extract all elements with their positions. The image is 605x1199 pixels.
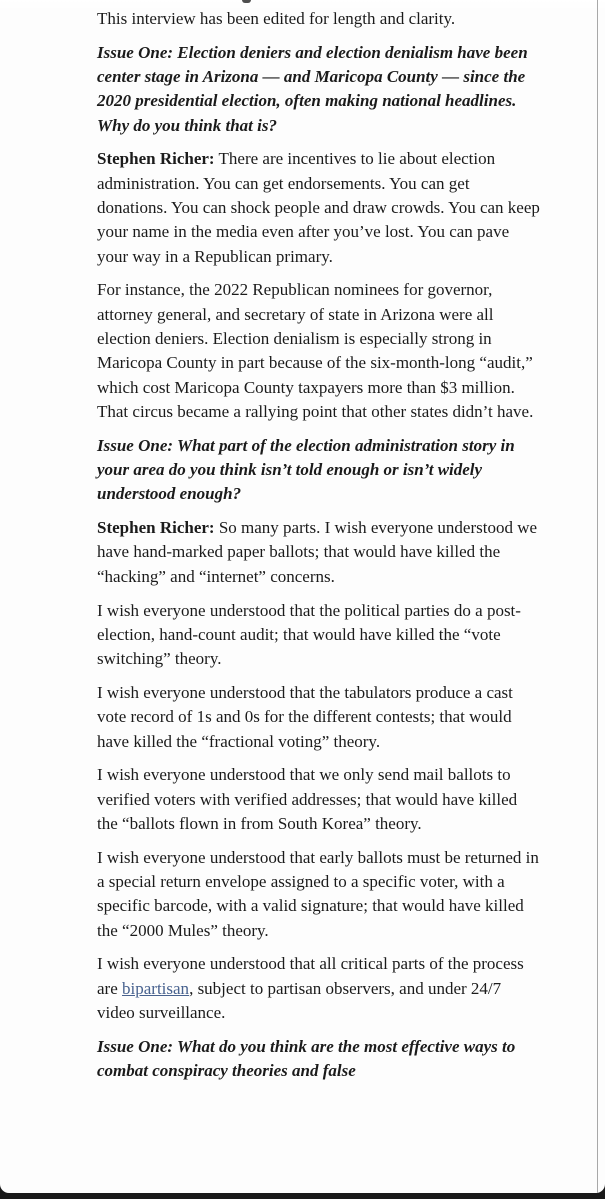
- interview-answer: [97, 516, 542, 589]
- interview-question: [97, 1035, 542, 1084]
- interview-answer: [97, 846, 542, 943]
- interview-answer: [97, 278, 542, 424]
- speaker-name: Stephen Richer:: [97, 518, 215, 538]
- interview-answer: [97, 147, 542, 268]
- text-segment: I wish everyone understood that early ballots must be returned in a special return envelope assigned to a specific voter, with a specific barcode, with a valid signature; that would have killed the “2000 Mules” theory.: [97, 847, 539, 940]
- text-segment: Issue One: What do you think are the most effective ways to combat conspiracy theories and false: [97, 1036, 516, 1081]
- text-segment: This interview has been edited for length and clarity.: [97, 9, 456, 28]
- text-segment: Issue One: Election deniers and election denialism have been center stage in Arizona — and Maricopa County — since the 2020 presidential election, often making national headlines. Why do you think that is?: [97, 42, 528, 135]
- speaker-name: Stephen Richer:: [97, 149, 215, 169]
- text-segment: , subject to partisan observers, and under 24/7 video surveillance.: [97, 978, 502, 1022]
- interview-answer: [97, 681, 542, 754]
- text-segment: For instance, the 2022 Republican nominees for governor, attorney general, and secretary of state in Arizona were all election deniers. Election denialism is especially strong in Maricopa County in part because of the six-month-long “audit,” which cost Maricopa County taxpayers more than $3 million. That circus became a rallying point that other states didn’t have.: [97, 280, 534, 421]
- editor-note: [97, 7, 542, 31]
- interview-question: [97, 41, 542, 138]
- text-segment: Issue One: What part of the election administration story in your area do you think isn’t told enough or isn’t widely understood enough?: [97, 435, 515, 504]
- interview-answer: [97, 763, 542, 836]
- interview-answer: [97, 952, 542, 1025]
- right-edge-divider: [597, 0, 598, 1193]
- text-segment: I wish everyone understood that the tabulators produce a cast vote record of 1s and 0s for the different contests; that would have killed the “fractional voting” theory.: [97, 682, 513, 751]
- text-segment: I wish everyone understood that the political parties do a post-election, hand-count audit; that would have killed the “vote switching” theory.: [97, 600, 521, 669]
- interview-answer: [97, 599, 542, 672]
- article-body: [97, 0, 542, 1093]
- bipartisan-link[interactable]: bipartisan: [122, 978, 190, 998]
- text-segment: There are incentives to lie about election administration. You can get endorsements. You can get donations. You can shock people and draw crowds. You can keep your name in the media even after you’ve lost. You can pave your way in a Republican primary.: [97, 149, 540, 266]
- text-segment: So many parts. I wish everyone understood we have hand-marked paper ballots; that would have killed the “hacking” and “internet” concerns.: [97, 518, 538, 586]
- interview-question: [97, 434, 542, 507]
- text-segment: I wish everyone understood that we only send mail ballots to verified voters with verified addresses; that would have killed the “ballots flown in from South Korea” theory.: [97, 765, 518, 833]
- text-segment: I wish everyone understood that all critical parts of the process are: [97, 954, 524, 998]
